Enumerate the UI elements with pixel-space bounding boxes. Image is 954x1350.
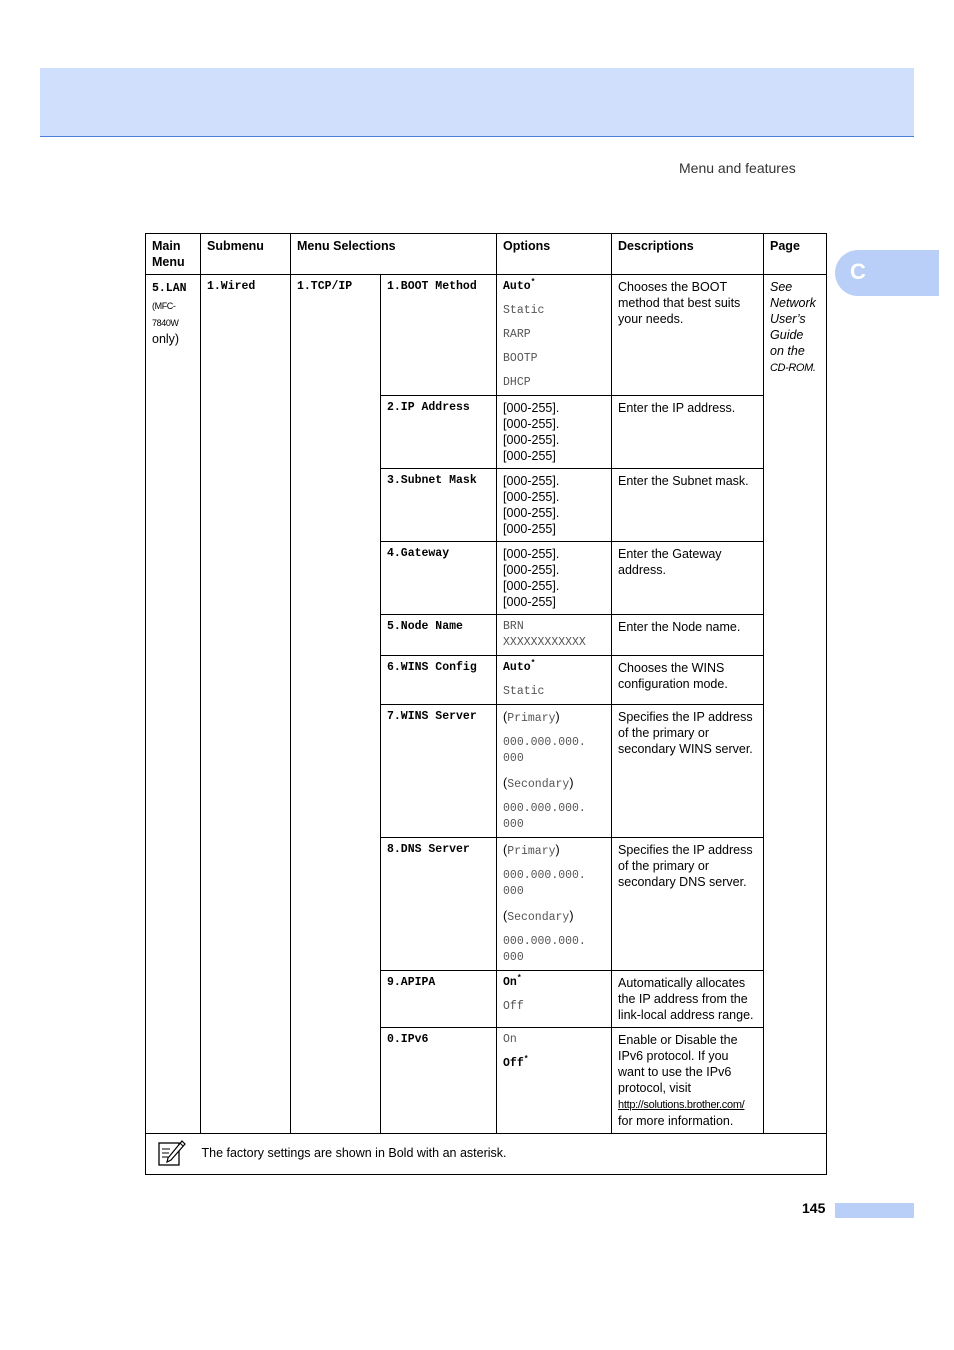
item-cell: 4.Gateway — [381, 542, 497, 615]
main-menu-suffix: only) — [152, 332, 180, 346]
item-cell: 7.WINS Server — [381, 705, 497, 838]
item-cell: 5.Node Name — [381, 615, 497, 656]
options-cell — [497, 656, 612, 705]
item-cell: 8.DNS Server — [381, 838, 497, 971]
page-number-bar — [835, 1203, 914, 1218]
option-paren: ( — [503, 776, 508, 790]
option: BRN — [503, 620, 524, 633]
options-cell — [497, 542, 612, 615]
header-options: Options — [497, 234, 612, 275]
main-menu-cell — [146, 275, 201, 1134]
header-page: Page — [764, 234, 827, 275]
option: [000-255] — [503, 449, 556, 463]
table-row — [146, 275, 827, 396]
option: 000 — [503, 885, 524, 898]
option: Primary — [507, 845, 556, 858]
option: Auto* — [503, 659, 536, 674]
options-cell — [497, 838, 612, 971]
option-paren: ( — [503, 710, 508, 724]
option: [000-255]. — [503, 490, 560, 504]
main-menu-model: (MFC-7840W — [152, 301, 179, 328]
page-ref: CD-ROM. — [770, 362, 816, 374]
header-descriptions: Descriptions — [612, 234, 764, 275]
page-ref: Guide — [770, 328, 804, 342]
option: Off — [503, 1000, 524, 1013]
submenu-cell: 1.Wired — [201, 275, 291, 1134]
page-number: 145 — [802, 1200, 826, 1216]
header-submenu: Submenu — [201, 234, 291, 275]
option: [000-255]. — [503, 563, 560, 577]
option-paren: ) — [555, 843, 560, 857]
option: [000-255]. — [503, 506, 560, 520]
page-ref: User’s — [770, 312, 806, 326]
option: Secondary — [507, 911, 570, 924]
description-text: Enable or Disable the IPv6 protocol. If you want to use the IPv6 protocol, visit — [618, 1033, 738, 1095]
solutions-link[interactable]: http://solutions.brother.com/ — [618, 1099, 745, 1111]
option: Primary — [507, 712, 556, 725]
option-paren: ) — [555, 710, 560, 724]
description-cell: Enter the Gateway address. — [612, 542, 764, 615]
option: DHCP — [503, 376, 531, 389]
description-cell: Enter the Subnet mask. — [612, 469, 764, 542]
option-paren: ) — [569, 776, 574, 790]
option: 000 — [503, 951, 524, 964]
option: Off* — [503, 1055, 529, 1070]
option: Secondary — [507, 778, 570, 791]
description-cell: Enter the Node name. — [612, 615, 764, 656]
option: RARP — [503, 328, 531, 341]
description-cell: Chooses the BOOT method that best suits your needs. — [612, 275, 764, 396]
option: 000.000.000. — [503, 736, 586, 749]
page-ref: Network — [770, 296, 816, 310]
menu-table — [145, 233, 827, 1175]
page-ref: See — [770, 280, 793, 294]
header-main-menu: Main Menu — [146, 234, 201, 275]
options-cell — [497, 396, 612, 469]
item-cell: 9.APIPA — [381, 971, 497, 1028]
description-cell: Specifies the IP address of the primary or secondary WINS server. — [612, 705, 764, 838]
option: 000.000.000. — [503, 802, 586, 815]
header-menu-selections: Menu Selections — [291, 234, 497, 275]
option: 000 — [503, 818, 524, 831]
options-cell — [497, 275, 612, 396]
item-cell: 3.Subnet Mask — [381, 469, 497, 542]
option: Static — [503, 685, 545, 698]
description-cell — [612, 1028, 764, 1134]
option-paren: ) — [569, 909, 574, 923]
option: 000 — [503, 752, 524, 765]
description-cell: Specifies the IP address of the primary or secondary DNS server. — [612, 838, 764, 971]
page-ref: on the — [770, 344, 805, 358]
note-text: The factory settings are shown in Bold with an asterisk. — [201, 1146, 507, 1160]
option: 000.000.000. — [503, 935, 586, 948]
option: [000-255]. — [503, 417, 560, 431]
option: On* — [503, 974, 522, 989]
option: [000-255]. — [503, 433, 560, 447]
menu-selection-cell: 1.TCP/IP — [291, 275, 381, 1134]
item-cell: 0.IPv6 — [381, 1028, 497, 1134]
option: [000-255]. — [503, 401, 560, 415]
chapter-tab — [835, 250, 939, 296]
page-cell — [764, 275, 827, 1134]
description-text-end: for more information. — [618, 1114, 734, 1128]
option: XXXXXXXXXXXX — [503, 636, 586, 649]
option: [000-255] — [503, 595, 556, 609]
option: BOOTP — [503, 352, 538, 365]
options-cell — [497, 615, 612, 656]
main-menu-code: 5.LAN — [152, 282, 187, 295]
table-header-row — [146, 234, 827, 275]
option-paren: ( — [503, 909, 508, 923]
option: [000-255]. — [503, 579, 560, 593]
item-cell: 2.IP Address — [381, 396, 497, 469]
running-head: Menu and features — [679, 160, 796, 176]
description-cell: Automatically allocates the IP address from the link-local address range. — [612, 971, 764, 1028]
options-cell — [497, 971, 612, 1028]
option: Auto* — [503, 278, 536, 293]
option: [000-255] — [503, 522, 556, 536]
description-cell: Enter the IP address. — [612, 396, 764, 469]
option: [000-255]. — [503, 547, 560, 561]
header-band — [40, 68, 914, 137]
option: On — [503, 1033, 517, 1046]
note-pencil-icon — [156, 1138, 186, 1168]
option: Static — [503, 304, 545, 317]
options-cell — [497, 705, 612, 838]
option: 000.000.000. — [503, 869, 586, 882]
option-paren: ( — [503, 843, 508, 857]
chapter-letter: C — [850, 259, 866, 284]
item-cell: 1.BOOT Method — [381, 275, 497, 396]
description-cell: Chooses the WINS configuration mode. — [612, 656, 764, 705]
item-cell: 6.WINS Config — [381, 656, 497, 705]
options-cell — [497, 469, 612, 542]
note-cell — [146, 1134, 827, 1175]
option: [000-255]. — [503, 474, 560, 488]
note-row — [146, 1134, 827, 1175]
options-cell — [497, 1028, 612, 1134]
